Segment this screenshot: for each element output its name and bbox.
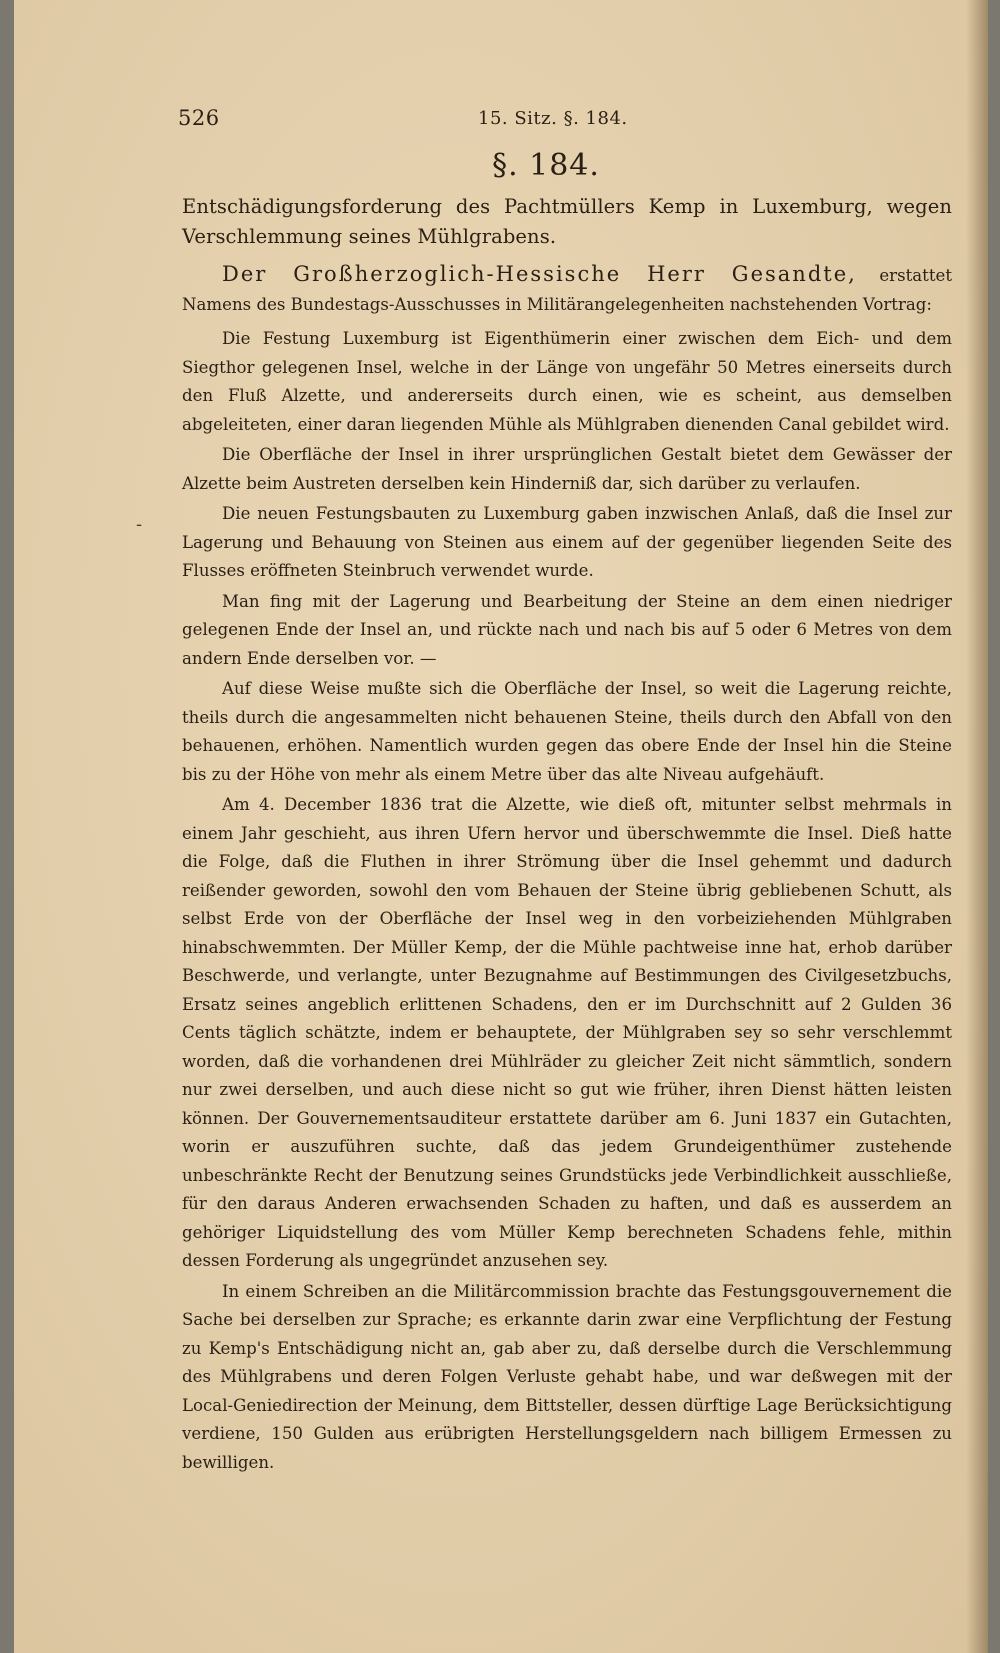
paragraph: Die neuen Festungsbauten zu Luxemburg gaben inzwischen Anlaß, daß die Insel zur Lagerung und Behauung von Steinen aus einem auf der gegenüber liegenden Seite des Flusses eröffneten Steinbruch verwendet wurde.: [182, 504, 952, 580]
paragraph: Auf diese Weise mußte sich die Oberfläche der Insel, so weit die Lagerung reichte, theils durch die angesammelten nicht behauenen Steine, theils durch den Abfall von den behauenen, erhöhen. Namentlich wurden gegen das obere Ende der Insel hin die Steine bis zu der Höhe von mehr als einem Metre über das alte Niveau aufgehäuft.: [182, 679, 952, 784]
page-header: [178, 106, 958, 136]
section-heading: §. 184.: [492, 148, 600, 183]
section-title: Entschädigungsforderung des Pachtmüllers Kemp in Luxemburg, wegen Verschlemmung seines Mühlgrabens.: [182, 195, 952, 248]
paragraph: Die Oberfläche der Insel in ihrer ursprünglichen Gestalt bietet dem Gewässer der Alzette beim Austreten derselben kein Hinderniß dar, sich darüber zu verlaufen.: [182, 445, 952, 493]
paragraph: In einem Schreiben an die Militärcommission brachte das Festungsgouvernement die Sache bei derselben zur Sprache; es erkannte darin zwar eine Verpflichtung der Festung zu Kemp's Entschädigung nicht an, gab aber zu, daß derselbe durch die Verschlemmung des Mühlgrabens und deren Folgen Verluste gehabt habe, und war deßwegen mit der Local-Geniedirection der Meinung, dem Bittsteller, dessen dürftige Lage Berücksichtigung verdiene, 150 Gulden aus erübrigten Herstellungsgeldern nach billigem Ermessen zu bewilligen.: [182, 1281, 952, 1472]
intro-text: erstattet Namens des Bundestags-Ausschusses in Militärangelegenheiten nachstehenden Vortrag:: [182, 266, 952, 314]
book-page: [14, 0, 988, 1653]
running-head: 15. Sitz. §. 184.: [478, 108, 628, 129]
paragraph: Am 4. December 1836 trat die Alzette, wie dieß oft, mitunter selbst mehrmals in einem Jahr geschieht, aus ihren Ufern hervor und überschwemmte die Insel. Dieß hatte die Folge, daß die Fluthen in ihrer Strömung über die Insel gehemmt und dadurch reißender geworden, sowohl den vom Behauen der Steine übrig gebliebenen Schutt, als selbst Erde von der Oberfläche der Insel weg in den vorbeiziehenden Mühlgraben hinabschwemmten. Der Müller Kemp, der die Mühle pachtweise inne hat, erhob darüber Beschwerde, und verlangte, unter Bezugnahme auf Bestimmungen des Civilgesetzbuchs, Ersatz seines angeblich erlittenen Schadens, den er im Durchschnitt auf 2 Gulden 36 Cents täglich schätzte, indem er behauptete, der Mühlgraben sey so sehr verschlemmt worden, daß die vorhandenen drei Mühlräder zu gleicher Zeit nicht sämmtlich, sondern nur zwei derselben, und auch diese nicht so gut wie früher, ihren Dienst hätten leisten können. Der Gouvernementsauditeur erstattete darüber am 6. Juni 1837 ein Gutachten, worin er auszuführen suchte, daß das jedem Grundeigenthümer zustehende unbeschränkte Recht der Benutzung seines Grundstücks jede Verbindlichkeit ausschließe, für den daraus Anderen erwachsenden Schaden zu haften, und daß es ausserdem an gehöriger Liquidstellung des vom Müller Kemp berechneten Schadens fehle, mithin dessen Forderung als ungegründet anzusehen sey.: [182, 795, 952, 1270]
intro-paragraph: [182, 260, 952, 319]
paragraph: Die Festung Luxemburg ist Eigenthümerin einer zwischen dem Eich- und dem Siegthor gelegenen Insel, welche in der Länge von ungefähr 50 Metres einerseits durch den Fluß Alzette, und andererseits durch einen, wie es scheint, aus demselben abgeleiteten, einer daran liegenden Mühle als Mühlgraben dienenden Canal gebildet wird.: [182, 329, 952, 434]
page-edge-shadow: [966, 0, 988, 1653]
paragraph: Man fing mit der Lagerung und Bearbeitung der Steine an dem einen niedriger gelegenen Ende der Insel an, und rückte nach und nach bis auf 5 oder 6 Metres von dem andern Ende derselben vor. —: [182, 591, 952, 668]
speaker-name: Der Großherzoglich-Hessische Herr Gesandte,: [222, 262, 857, 286]
body-text: [182, 192, 952, 1479]
margin-mark: -: [136, 514, 143, 535]
page-number: 526: [178, 106, 220, 130]
